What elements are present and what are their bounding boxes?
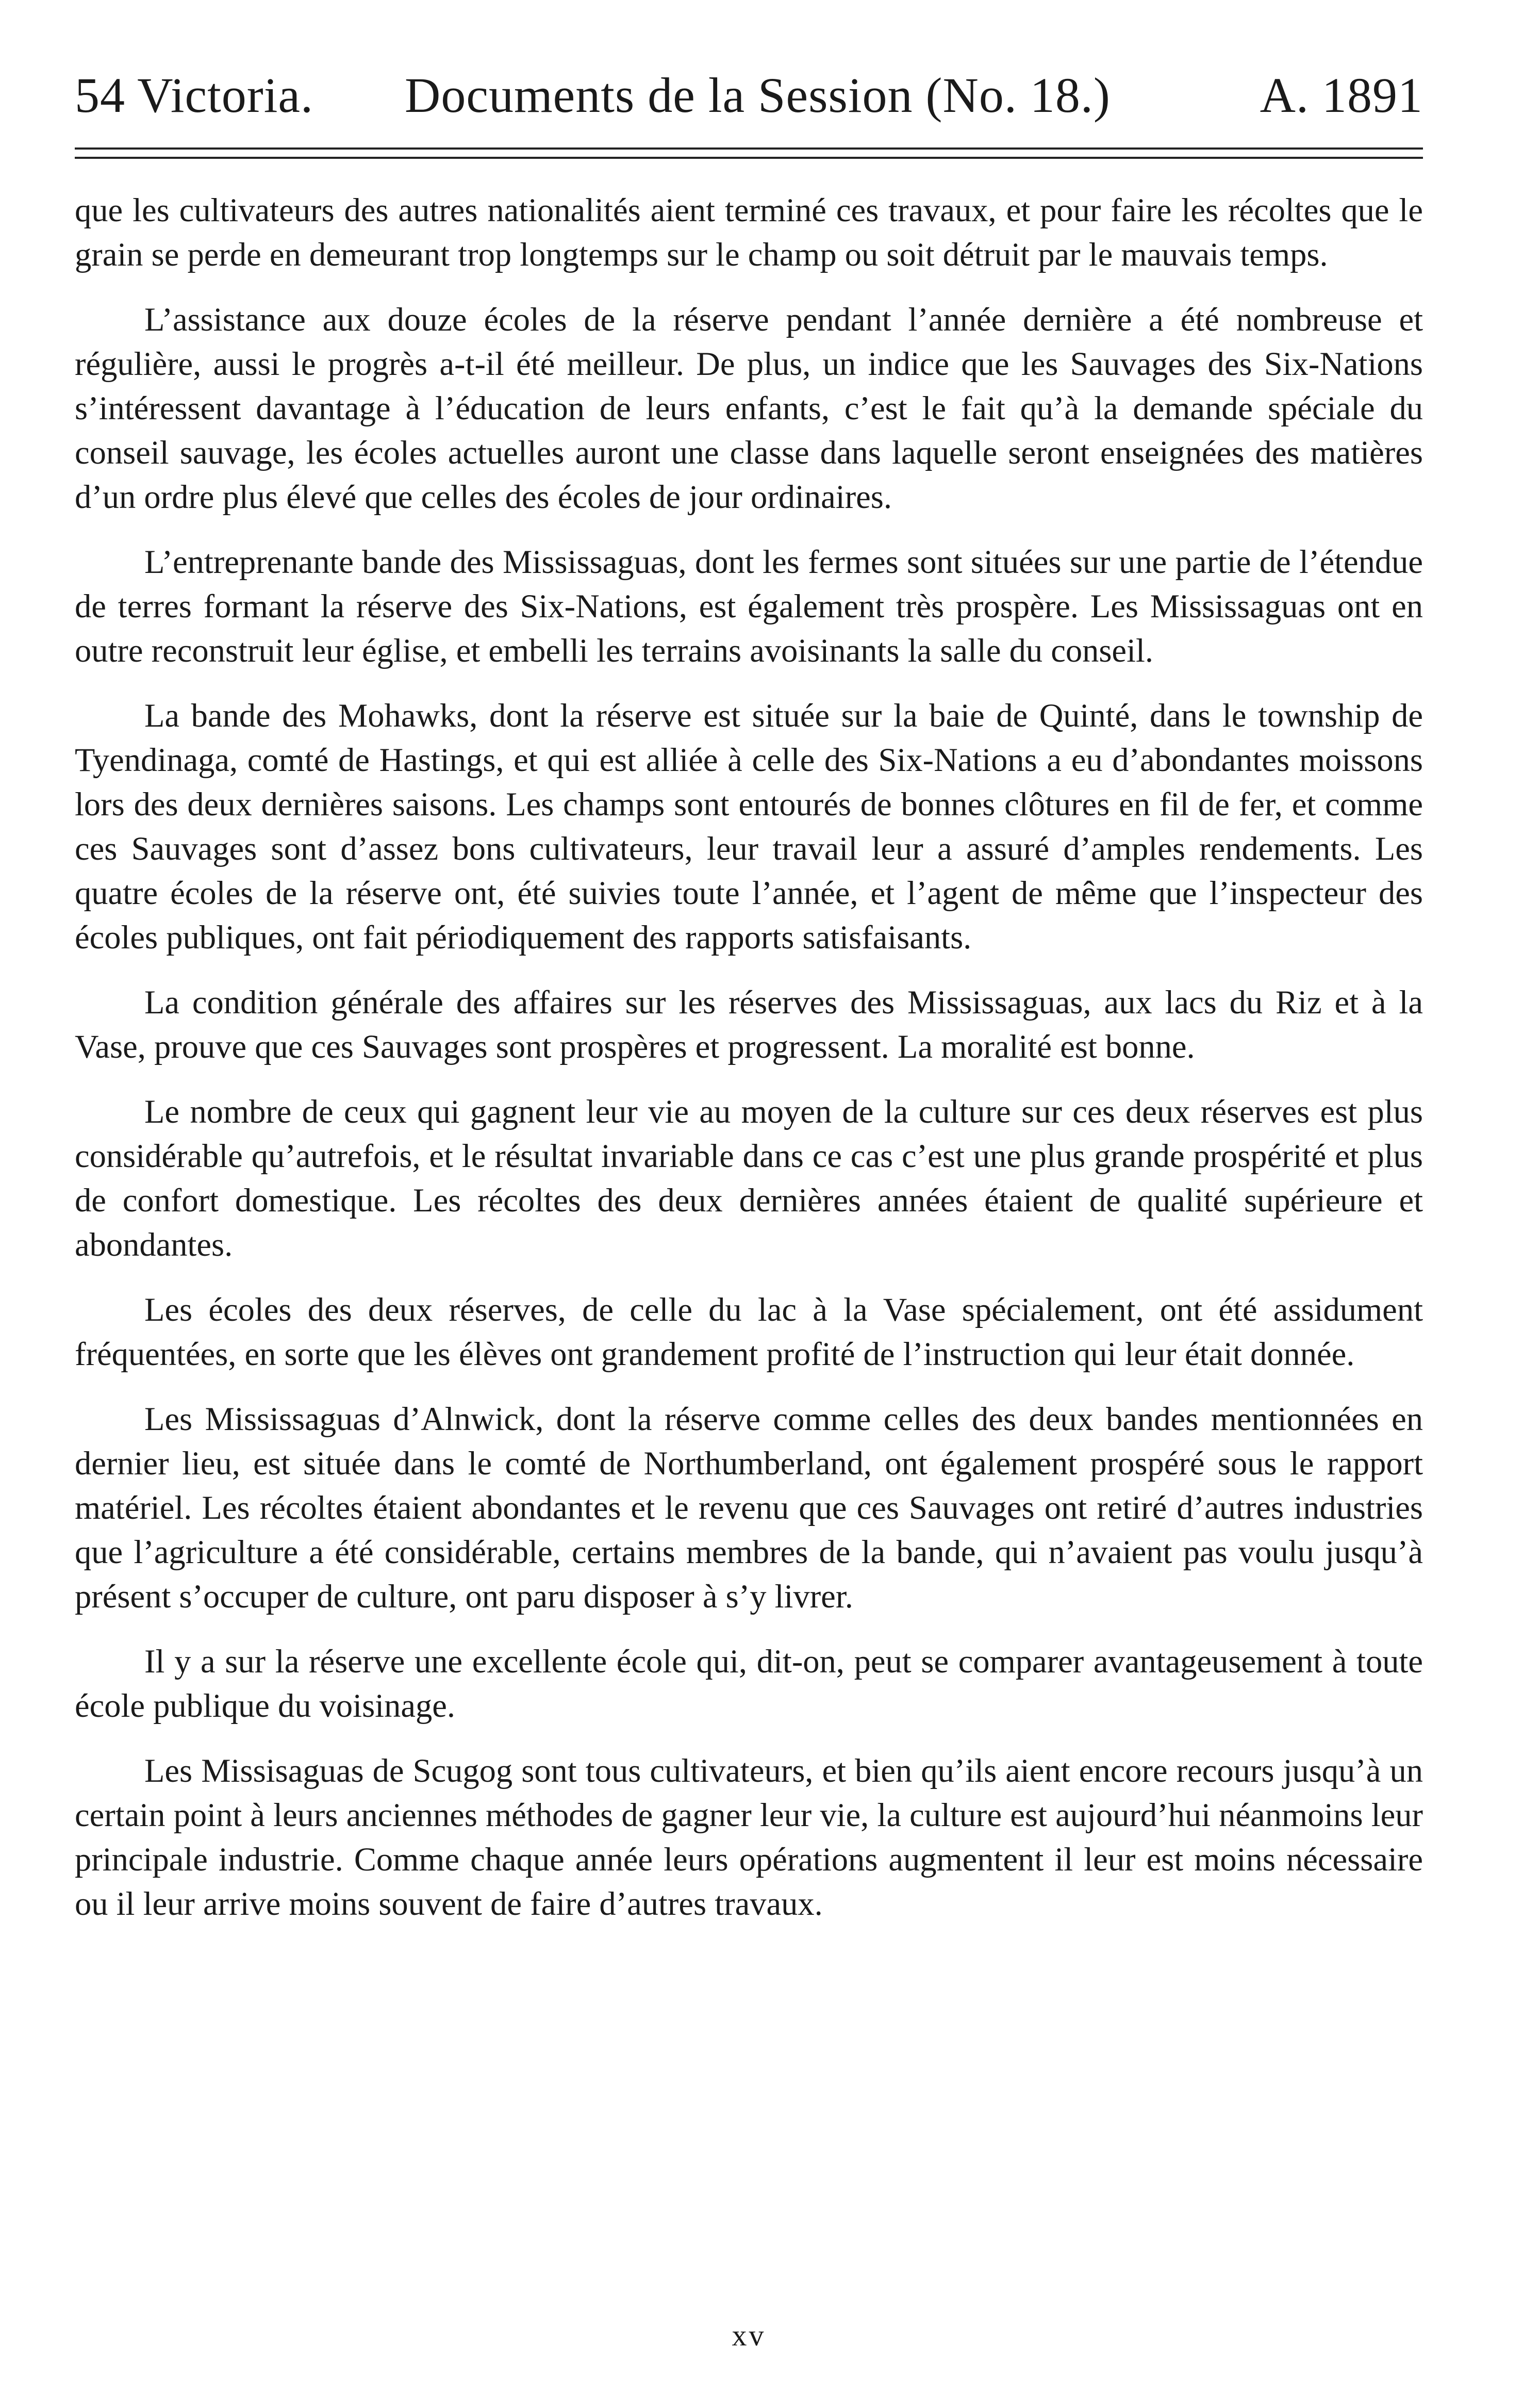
paragraph: Il y a sur la réserve une excellente école qui, dit-on, peut se comparer avantageusement à toute école publique du voisinage. <box>75 1643 1423 1724</box>
paragraph: L’entreprenante bande des Mississaguas, dont les fermes sont situées sur une partie de l’étendue de terres formant la réserve des Six-Nations, est également très prospère. Les Mississaguas ont en outre reconstruit leur église, et embelli les terrains avoisinants la salle du conseil. <box>75 544 1423 669</box>
paragraph: Les Missisaguas de Scugog sont tous cultivateurs, et bien qu’ils aient encore recours jusqu’à un certain point à leurs anciennes méthodes de gagner leur vie, la culture est aujourd’hui néanmoins leur principale industrie. Comme chaque année leurs opérations augmentent il leur est moins nécessaire ou il leur arrive moins souvent de faire d’autres travaux. <box>75 1752 1423 1922</box>
header-title: Documents de la Session (No. 18.) <box>405 68 1111 123</box>
header-year: A. 1891 <box>1260 68 1423 123</box>
header-rule-bottom <box>75 157 1423 159</box>
paragraph: Les écoles des deux réserves, de celle du lac à la Vase spécialement, ont été assidument fréquentées, en sorte que les élèves ont grandement profité de l’instruction qui leur était donnée. <box>75 1291 1423 1372</box>
running-header <box>75 57 1423 134</box>
paragraph: L’assistance aux douze écoles de la réserve pendant l’année dernière a été nombreuse et régulière, aussi le progrès a-t-il été meilleur. De plus, un indice que les Sauvages des Six-Nations s’intéressent davantage à l’éducation de leurs enfants, c’est le fait qu’à la demande spéciale du conseil sauvage, les écoles actuelles auront une classe dans laquelle seront enseignées des matières d’un ordre plus élevé que celles des écoles de jour ordinaires. <box>75 301 1423 515</box>
page-number: xv <box>732 2319 766 2352</box>
paragraph-continuation: que les cultivateurs des autres nationalités aient terminé ces travaux, et pour faire les récoltes que le grain se perde en demeurant trop longtemps sur le champ ou soit détruit par le mauvais temps. <box>75 192 1423 273</box>
paragraph: Le nombre de ceux qui gagnent leur vie au moyen de la culture sur ces deux réserves est plus considérable qu’autrefois, et le résultat invariable dans ce cas c’est une plus grande prospérité et plus de confort domestique. Les récoltes des deux dernières années étaient de qualité supérieure et abondantes. <box>75 1093 1423 1263</box>
document-page <box>75 57 1423 2352</box>
header-rule-top <box>75 147 1423 150</box>
paragraph: Les Mississaguas d’Alnwick, dont la réserve comme celles des deux bandes mentionnées en dernier lieu, est située dans le comté de Northumberland, ont également prospéré sous le rapport matériel. Les récoltes étaient abondantes et le revenu que ces Sauvages ont retiré d’autres industries que l’agriculture a été considérable, certains membres de la bande, qui n’avaient pas voulu jusqu’à présent s’occuper de culture, ont paru disposer à s’y livrer. <box>75 1401 1423 1615</box>
body-text <box>75 188 1423 1947</box>
paragraph: La bande des Mohawks, dont la réserve est située sur la baie de Quinté, dans le township de Tyendinaga, comté de Hastings, et qui est alliée à celle des Six-Nations a eu d’abondantes moissons lors des deux dernières saisons. Les champs sont entourés de bonnes clôtures en fil de fer, et comme ces Sauvages sont d’assez bons cultivateurs, leur travail leur a assuré d’amples rendements. Les quatre écoles de la réserve ont, été suivies toute l’année, et l’agent de même que l’inspecteur des écoles publiques, ont fait périodiquement des rapports satisfaisants. <box>75 697 1423 956</box>
paragraph: La condition générale des affaires sur les réserves des Mississaguas, aux lacs du Riz et à la Vase, prouve que ces Sauvages sont prospères et progressent. La moralité est bonne. <box>75 984 1423 1065</box>
header-volume: 54 Victoria. <box>75 68 314 123</box>
